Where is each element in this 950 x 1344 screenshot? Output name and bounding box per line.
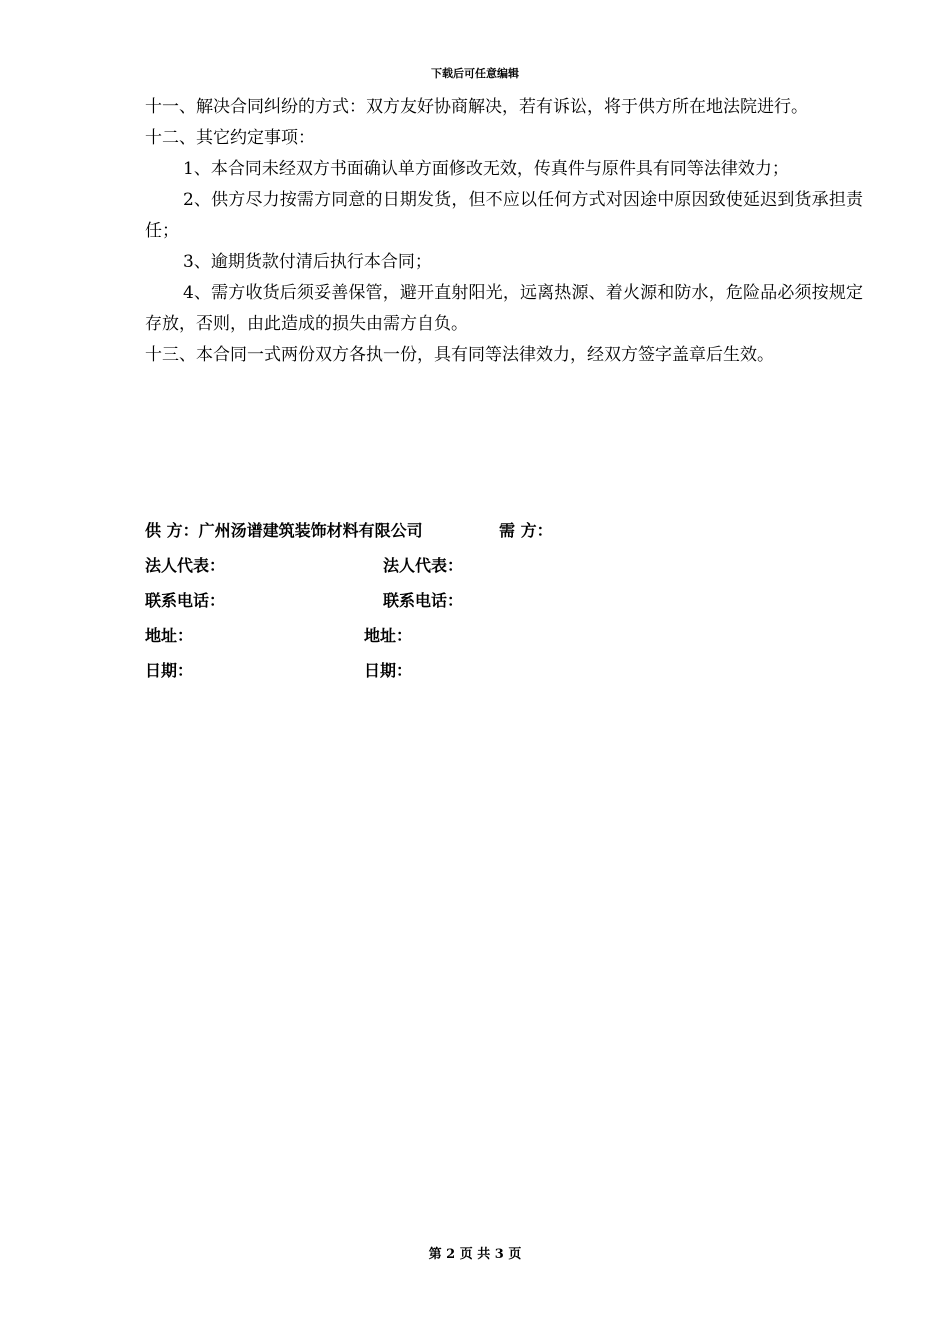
- signature-row-rep: [145, 553, 745, 588]
- supplier-label: 供 方：广州汤谱建筑装饰材料有限公司: [145, 521, 423, 540]
- buyer-phone-label: 联系电话：: [383, 591, 464, 610]
- signature-row-phone: [145, 588, 745, 623]
- contract-body: [145, 92, 863, 371]
- supplier-date-label: 日期：: [145, 661, 194, 680]
- clause-12-item-2: 2、供方尽力按需方同意的日期发货，但不应以任何方式对因途中原因致使延迟到货承担责任；: [145, 190, 863, 241]
- buyer-date-label: 日期：: [364, 661, 413, 680]
- supplier-rep-label: 法人代表：: [145, 556, 226, 575]
- supplier-phone-label: 联系电话：: [145, 591, 226, 610]
- page-number: 第 2 页 共 3 页: [428, 1247, 522, 1262]
- clause-13: 十三、本合同一式两份双方各执一份，具有同等法律效力，经双方签字盖章后生效。: [145, 345, 774, 365]
- clause-12-item-3: 3、逾期货款付清后执行本合同；: [183, 252, 432, 272]
- clause-12-title: 十二、其它约定事项：: [145, 128, 315, 148]
- clause-11: 十一、解决合同纠纷的方式：双方友好协商解决，若有诉讼，将于供方所在地法院进行。: [145, 97, 808, 117]
- buyer-address-label: 地址：: [364, 626, 413, 645]
- clause-12-item-1: 1、本合同未经双方书面确认单方面修改无效，传真件与原件具有同等法律效力；: [183, 159, 789, 179]
- signature-row-parties: [145, 518, 745, 553]
- signature-row-address: [145, 623, 745, 658]
- buyer-rep-label: 法人代表：: [383, 556, 464, 575]
- supplier-address-label: 地址：: [145, 626, 194, 645]
- buyer-label: 需 方：: [499, 521, 553, 540]
- clause-12-item-4: 4、需方收货后须妥善保管，避开直射阳光，远离热源、着火源和防水，危险品必须按规定存放，否则，由此造成的损失由需方自负。: [145, 283, 863, 334]
- signature-block: [145, 518, 745, 693]
- signature-row-date: [145, 658, 745, 693]
- page-header: 下载后可任意编辑: [431, 67, 519, 80]
